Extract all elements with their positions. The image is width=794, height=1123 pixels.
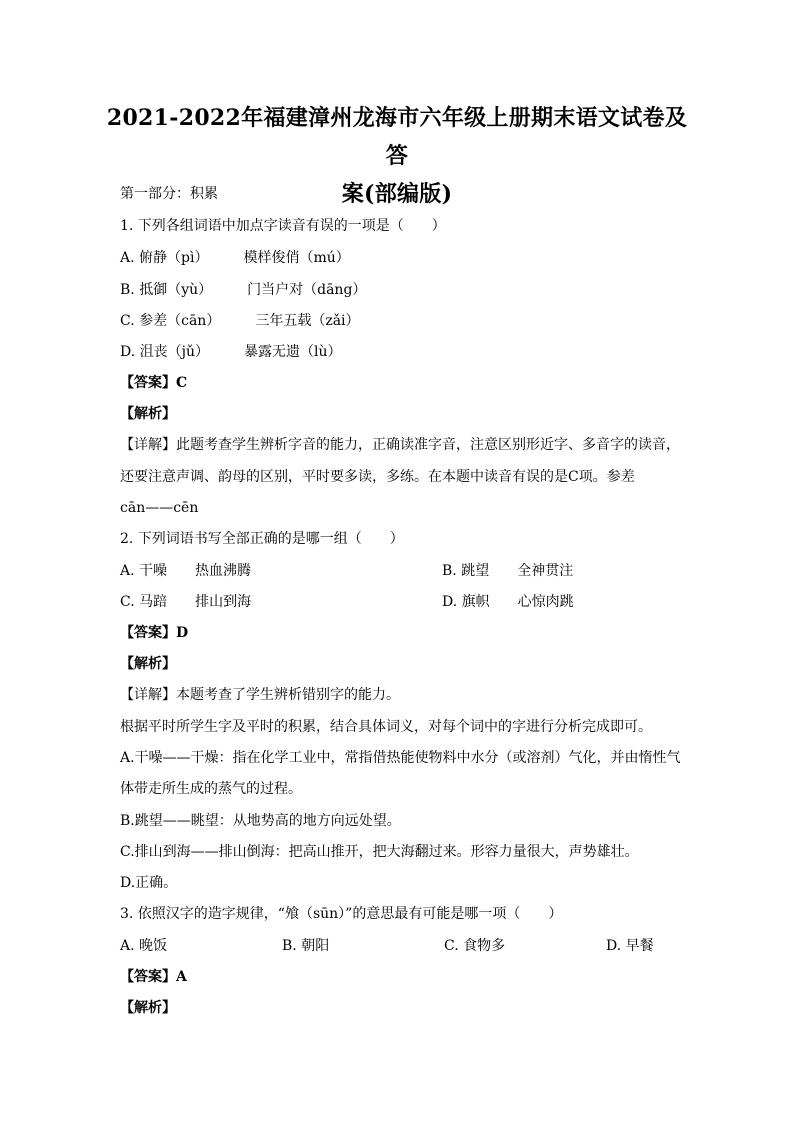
q3-option-b: B. 朝阳 <box>282 938 330 954</box>
q2-detail-line-3: A.干噪——干燥：指在化学工业中，常指借热能使物料中水分（或溶剂）气化，并由惰性气 <box>120 750 681 766</box>
section-heading: 第一部分：积累 <box>120 186 218 202</box>
q1-detail-line-1: 【详解】此题考查学生辨析字音的能力，正确读准字音，注意区别形近字、多音字的读音， <box>120 437 680 453</box>
q1-option-c: C. 参差（cān） 三年五载（zǎi） <box>120 313 360 329</box>
q1-stem: 1. 下列各组词语中加点字读音有误的一项是（ ） <box>120 218 446 234</box>
q1-answer: 【答案】C <box>120 375 188 391</box>
q2-option-b: B. 跳望 全神贯注 <box>442 563 574 579</box>
q1-option-a: A. 俯静（pì） 模样俊俏（mú） <box>120 250 350 266</box>
title-line-1: 2021-2022年福建漳州龙海市六年级上册期末语文试卷及答 <box>106 105 688 169</box>
q2-detail-line-5: B.跳望——眺望：从地势高的地方向远处望。 <box>120 813 401 829</box>
q2-answer: 【答案】D <box>120 625 189 641</box>
q2-option-c: C. 马踣 排山到海 <box>120 594 252 610</box>
q3-answer: 【答案】A <box>120 969 187 985</box>
q1-detail-line-2: 还要注意声调、韵母的区别，平时要多读，多练。在本题中读音有误的是C项。参差 <box>120 469 635 485</box>
title-line-2: 案(部编版) <box>341 181 453 207</box>
q2-analysis-label: 【解析】 <box>120 656 176 672</box>
q2-detail-line-4: 体带走所生成的蒸气的过程。 <box>120 781 302 797</box>
q2-detail-line-7: D.正确。 <box>120 875 178 891</box>
q3-options-row <box>120 937 654 955</box>
q3-stem: 3. 依照汉字的造字规律，“飧（sūn）”的意思最有可能是哪一项（ ） <box>120 906 563 922</box>
q2-option-d: D. 旗帜 心惊肉跳 <box>442 594 574 610</box>
q2-detail-line-6: C.排山到海——排山倒海：把高山推开，把大海翻过来。形容力量很大，声势雄壮。 <box>120 844 639 860</box>
q2-option-a: A. 干噪 热血沸腾 <box>120 563 252 579</box>
q2-stem: 2. 下列词语书写全部正确的是哪一组（ ） <box>120 531 404 547</box>
q1-option-d: D. 沮丧（jǔ） 暴露无遗（lù） <box>120 344 342 360</box>
q1-detail-line-3: cān——cēn <box>120 500 199 516</box>
q2-options-row-1 <box>120 562 573 580</box>
q2-options-row-2 <box>120 593 574 611</box>
q3-option-c: C. 食物多 <box>444 938 506 954</box>
q1-analysis-label: 【解析】 <box>120 406 176 422</box>
q2-detail-line-2: 根据平时所学生字及平时的积累，结合具体词义，对每个词中的字进行分析完成即可。 <box>120 719 652 735</box>
q3-option-d: D. 早餐 <box>606 938 654 954</box>
q3-option-a: A. 晚饭 <box>120 938 168 954</box>
q2-detail-line-1: 【详解】本题考查了学生辨析错别字的能力。 <box>120 687 400 703</box>
q3-analysis-label: 【解析】 <box>120 1000 176 1016</box>
q1-option-b: B. 抵御（yù） 门当户对（dāng） <box>120 282 367 298</box>
